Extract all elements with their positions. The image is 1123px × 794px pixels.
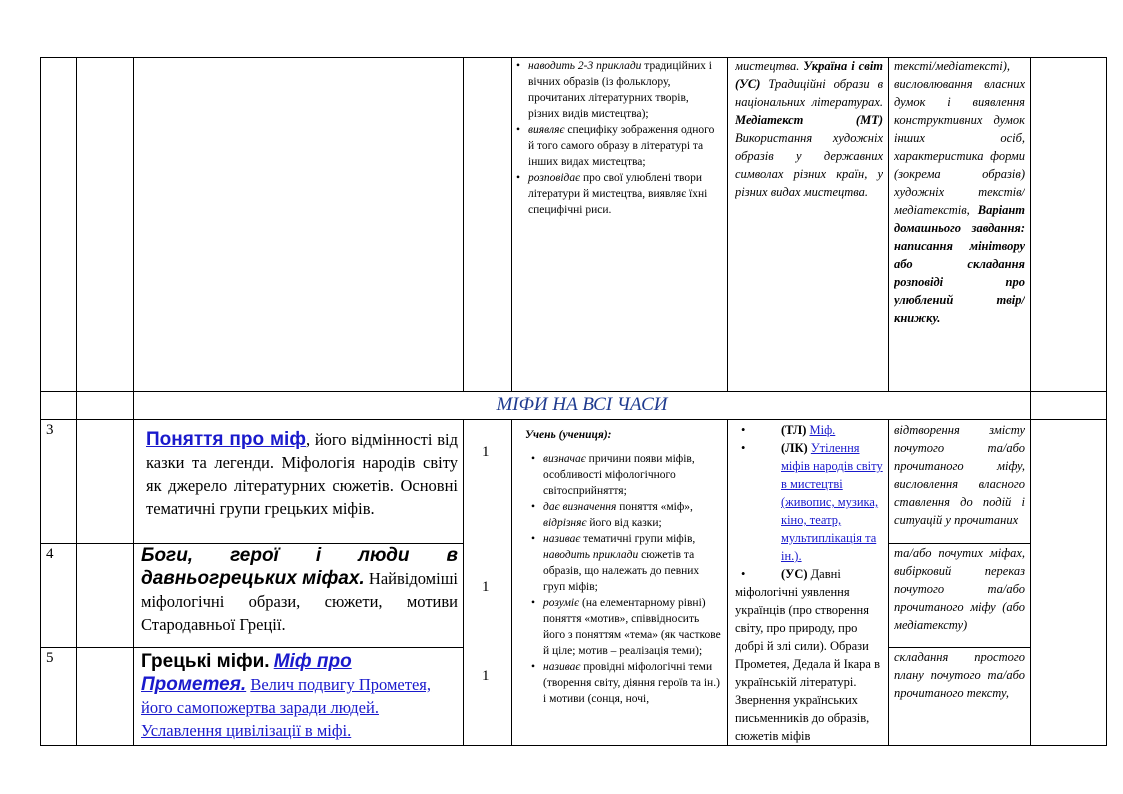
col-line-2	[76, 57, 77, 746]
activity-2: та/або почутих міфах, вибірковий переказ почутого та/або прочитаного міфу (або медіатексту)	[894, 546, 1025, 632]
lesson-hours: 1	[482, 444, 490, 460]
link-us-text: міфологічні уявлення українців (про створення світу, про природу, про добрі й злі сили). Образи Прометея, Дедала й Ікара в українській літературі. Звернення українських письменників до образів, сюжетів міфів	[735, 585, 880, 743]
col-line-6b	[727, 419, 728, 746]
lesson-5-title: Грецькі міфи. Міф про Прометея. Велич подвигу Прометея, його самопожертва заради людей. Уславлення цивілізації в міфі.	[141, 651, 432, 740]
prometheus-myth-link[interactable]: Міф про Прометея.	[141, 651, 352, 695]
prometheus-feat-link[interactable]: Велич подвигу Прометея, його самопожертва заради людей. Уславлення цивілізації в міфі.	[141, 675, 432, 740]
myth-concept-link[interactable]: Поняття про міф	[146, 429, 306, 450]
lesson-number: 3	[46, 422, 54, 438]
section-title: МІФИ НА ВСІ ЧАСИ	[496, 394, 668, 415]
lesson-hours: 1	[482, 668, 490, 684]
col-line-7b	[888, 419, 889, 746]
col-line-1	[40, 57, 41, 746]
rule-lesson4-bottom	[40, 647, 464, 648]
col-line-11	[1106, 57, 1107, 746]
col-line-4a	[463, 57, 464, 391]
outcome-item: • розуміє (на елементарному рівні) поняття «мотив», співвідносить його з поняттям «тема» (як часткове й ціле; мотив – реалізація теми);	[525, 595, 721, 659]
lesson-number: 4	[46, 546, 54, 562]
col-line-5b	[511, 419, 512, 746]
top-links-cell: мистецтва. Україна і світ (УС) Традиційні образи в національних літературах. Медіатекст (МТ) Використання художніх образів у державних символах різних країн, у різних видах мистецтва.	[735, 59, 883, 199]
top-outcome-item: • наводить 2-3 приклади традиційних і вічних образів (із фольклору, прочитаних літературних творів, різних видів мистецтва);	[514, 58, 722, 122]
lesson-3-title: Поняття про міф, його відмінності від казки та легенди. Міфологія народів світу як джерело літературних сюжетів. Основні тематичні групи грецьких міфів.	[146, 429, 458, 518]
activity-1: відтворення змісту почутого та/або прочитаного міфу, висловлення власного ставлення до подій і ситуацій у прочитаних	[894, 423, 1025, 527]
top-outcomes-cell	[514, 57, 724, 218]
outcome-item: • визначає причини появи міфів, особливості міфологічного світосприйняття;	[525, 451, 721, 499]
link-tl: • (ТЛ) Міф.	[735, 421, 883, 439]
rule-bottom	[40, 745, 1107, 746]
col-line-7a	[888, 57, 889, 391]
activity-3: складання простого плану почутого та/або прочитаного тексту,	[894, 650, 1025, 700]
outcome-item: • називає тематичні групи міфів, наводить приклади сюжетів та образів, що належать до певних груп міфів;	[525, 531, 721, 595]
col-line-4b	[463, 419, 464, 746]
top-outcome-item: • виявляє специфіку зображення одного й того самого образу в літературі та інших видах мистецтва;	[514, 122, 722, 170]
outcome-item: • називає провідні міфологічні теми (творення світу, діяння героїв та ін.) і мотиви (сонця, ночі,	[525, 659, 721, 707]
link-lk: • (ЛК) Утілення міфів народів світу в мистецтві (живопис, музика, кіно, театр, мультиплікація та ін.).	[735, 439, 883, 565]
lesson-hours: 1	[482, 579, 490, 595]
rule-section-bottom	[40, 419, 1107, 420]
outcomes-cell	[525, 427, 721, 744]
top-outcome-item: • розповідає про свої улюблені твори літератури й мистецтва, виявляє їхні специфічні риси.	[514, 170, 722, 218]
lesson-number: 5	[46, 650, 54, 666]
top-activity-cell: тексті/медіатексті), висловлювання власних думок і виявлення конструктивних думок інших осіб, характеристика форми (зокрема образів) художніх текстів/медіатекстів, Варіант домашнього завдання: написання мінітвору або складання розповіді про улюблений твір/книжку.	[894, 59, 1025, 325]
outcomes-header: Учень (учениця):	[525, 429, 612, 441]
col-line-5a	[511, 57, 512, 391]
col-line-10	[1030, 57, 1031, 746]
links-cell	[735, 421, 883, 744]
lesson-4-title: Боги, герої і люди в давньогрецьких міфах. Найвідоміші міфологічні образи, сюжети, мотиви Стародавньої Греції.	[141, 545, 458, 634]
col-line-6a	[727, 57, 728, 391]
link-us: • (УС) Давні	[735, 565, 883, 583]
myth-art-link[interactable]: Утілення міфів народів світу в мистецтві (живопис, музика, кіно, театр, мультиплікація та ін.).	[781, 441, 883, 563]
myth-term-link[interactable]: Міф.	[809, 423, 836, 437]
outcome-item: • дає визначення поняття «міф», відрізняє його від казки;	[525, 499, 721, 531]
